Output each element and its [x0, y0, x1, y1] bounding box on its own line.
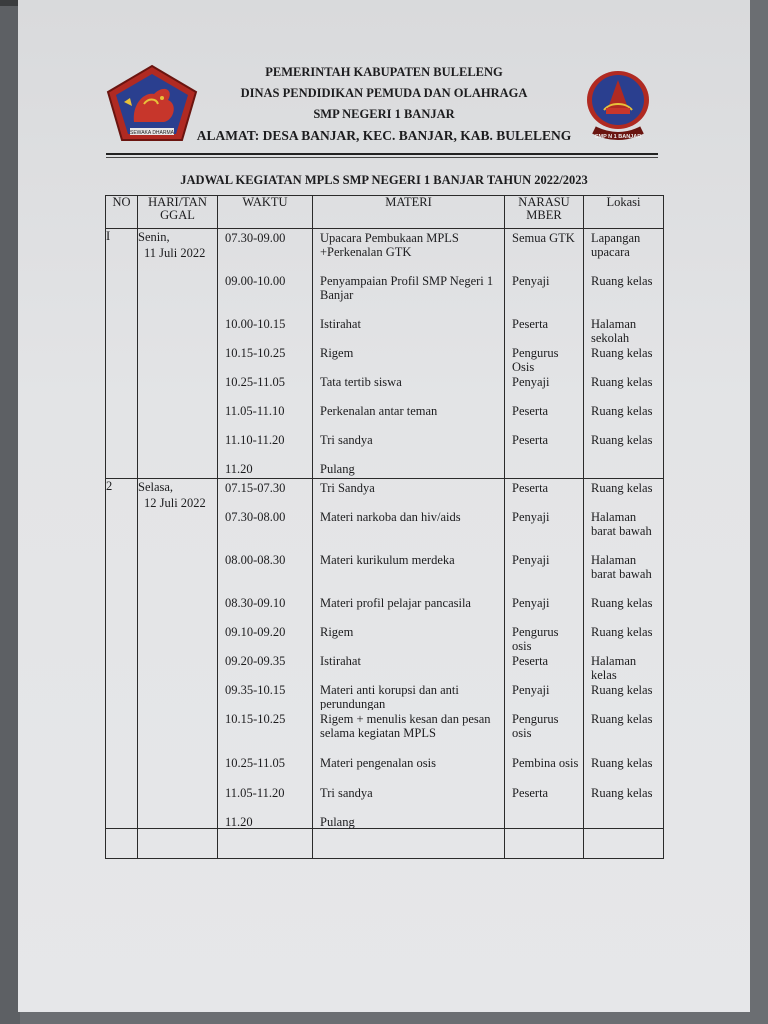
time-slot: 08.00-08.30 [225, 553, 286, 567]
letterhead [18, 62, 750, 146]
session-topic: Materi pengenalan osis [320, 756, 436, 770]
session-speaker: Penyaji [512, 274, 550, 288]
session-topic: Pulang [320, 462, 355, 476]
session-topic: Penyampaian Profil SMP Negeri 1 Banjar [320, 274, 494, 302]
time-slot: 11.10-11.20 [225, 433, 285, 447]
session-location: Ruang kelas [591, 481, 653, 495]
time-slot: 09.10-09.20 [225, 625, 286, 639]
empty-cell [138, 829, 218, 859]
school-logo-label: SMP N 1 BANJAR [594, 134, 642, 140]
session-speaker: Penyaji [512, 596, 550, 610]
session-location: Ruang kelas [591, 433, 653, 447]
time-slot: 08.30-09.10 [225, 596, 286, 610]
materi-column [313, 229, 505, 479]
session-location: Halaman barat bawah [591, 553, 652, 581]
session-speaker: Pengurus osis [512, 625, 559, 652]
backdrop [0, 0, 20, 1024]
letterhead-department: DINAS PENDIDIKAN PEMUDA DAN OLAHRAGA [240, 86, 528, 100]
session-speaker: Pembina osis [512, 756, 579, 770]
session-topic: Tata tertib siswa [320, 375, 402, 389]
session-topic: Pulang [320, 815, 355, 828]
session-location: Ruang kelas [591, 786, 653, 800]
day-row [106, 479, 664, 829]
narasumber-column [505, 229, 584, 479]
day-row [106, 229, 664, 479]
header-materi: MATERI [313, 196, 505, 229]
day-date: 12 Juli 2022 [144, 496, 206, 510]
day-date: 11 Juli 2022 [144, 246, 206, 260]
waktu-column [218, 479, 313, 829]
letterhead-address: ALAMAT: DESA BANJAR, KEC. BANJAR, KAB. BULELENG [196, 128, 572, 143]
time-slot: 07.30-08.00 [225, 510, 286, 524]
session-location: Ruang kelas [591, 404, 653, 418]
day-name: Selasa, [138, 480, 174, 494]
session-location: Ruang kelas [591, 274, 653, 288]
session-topic: Materi anti korupsi dan anti perundungan [320, 683, 459, 710]
session-location: Ruang kelas [591, 712, 653, 726]
session-location: Lapangan upacara [591, 231, 641, 259]
narasumber-column [505, 479, 584, 829]
day-name: Senin, [138, 230, 170, 244]
session-topic: Tri sandya [320, 786, 373, 800]
day-date-cell [138, 479, 218, 829]
empty-cell [106, 829, 138, 859]
header-no: NO [106, 196, 138, 229]
session-location: Ruang kelas [591, 625, 653, 639]
empty-cell [218, 829, 313, 859]
session-speaker [505, 813, 583, 828]
schedule-table [105, 195, 664, 859]
session-speaker: Semua GTK [512, 231, 575, 245]
header-hari-tanggal: HARI/TAN GGAL [138, 196, 218, 229]
session-speaker: Peserta [512, 433, 549, 447]
session-speaker: Peserta [512, 481, 549, 495]
session-location: Ruang kelas [591, 683, 653, 697]
session-location: Halaman kelas [591, 654, 637, 681]
time-slot: 10.00-10.15 [225, 317, 286, 331]
lokasi-column [584, 229, 664, 479]
time-slot: 10.15-10.25 [225, 346, 286, 360]
session-speaker: Penyaji [512, 553, 550, 567]
time-slot: 10.25-11.05 [225, 756, 285, 770]
session-location [584, 813, 663, 828]
time-slot: 07.15-07.30 [225, 481, 286, 495]
time-slot: 11.20 [225, 462, 253, 476]
session-speaker: Peserta [512, 317, 549, 331]
letterhead-school: SMP NEGERI 1 BANJAR [313, 107, 455, 121]
session-location: Ruang kelas [591, 756, 653, 770]
letterhead-rule [106, 153, 658, 155]
session-location: Halaman sekolah [591, 317, 637, 344]
time-slot: 11.05-11.20 [225, 786, 285, 800]
lokasi-column [584, 479, 664, 829]
session-topic: Istirahat [320, 317, 361, 331]
empty-cell [505, 829, 584, 859]
session-location: Ruang kelas [591, 596, 653, 610]
time-slot: 07.30-09.00 [225, 231, 286, 245]
session-topic: Materi narkoba dan hiv/aids [320, 510, 461, 524]
crest-motto: SEWAKA DHARMA [130, 130, 174, 136]
session-topic: Materi kurikulum merdeka [320, 553, 455, 567]
session-speaker: Peserta [512, 786, 549, 800]
time-slot: 09.35-10.15 [225, 683, 286, 697]
time-slot: 11.20 [225, 815, 253, 828]
session-topic: Rigem [320, 625, 354, 639]
session-location [584, 460, 663, 478]
header-narasumber: NARASU MBER [505, 196, 584, 229]
session-location: Halaman barat bawah [591, 510, 652, 538]
session-speaker: Penyaji [512, 683, 550, 697]
session-topic: Istirahat [320, 654, 361, 668]
session-topic: Rigem + menulis kesan dan pesan selama kegiatan MPLS [320, 712, 491, 740]
day-date-cell [138, 229, 218, 479]
letterhead-rule-thin [106, 157, 658, 158]
time-slot: 11.05-11.10 [225, 404, 285, 418]
empty-cell [313, 829, 505, 859]
session-topic: Upacara Pembukaan MPLS +Perkenalan GTK [320, 231, 459, 259]
session-topic: Rigem [320, 346, 354, 360]
session-topic: Tri Sandya [320, 481, 375, 495]
session-speaker: Pengurus osis [512, 712, 559, 740]
materi-column [313, 479, 505, 829]
session-speaker [505, 460, 583, 478]
header-lokasi: Lokasi [584, 196, 664, 229]
session-speaker: Peserta [512, 404, 549, 418]
session-speaker: Peserta [512, 654, 549, 668]
session-location: Ruang kelas [591, 346, 653, 360]
header-waktu: WAKTU [218, 196, 313, 229]
time-slot: 09.00-10.00 [225, 274, 286, 288]
document-title: JADWAL KEGIATAN MPLS SMP NEGERI 1 BANJAR TAHUN 2022/2023 [180, 173, 588, 187]
empty-cell [584, 829, 664, 859]
session-topic: Materi profil pelajar pancasila [320, 596, 471, 610]
time-slot: 10.25-11.05 [225, 375, 285, 389]
letterhead-government: PEMERINTAH KABUPATEN BULELENG [265, 65, 503, 79]
session-speaker: Pengurus Osis [512, 346, 559, 373]
session-speaker: Penyaji [512, 375, 550, 389]
waktu-column [218, 229, 313, 479]
document-page [18, 0, 750, 1012]
session-location: Ruang kelas [591, 375, 653, 389]
session-speaker: Penyaji [512, 510, 550, 524]
table-header-row [106, 196, 664, 229]
day-number: 2 [106, 479, 138, 829]
day-number: I [106, 229, 138, 479]
time-slot: 10.15-10.25 [225, 712, 286, 726]
empty-row [106, 829, 664, 859]
time-slot: 09.20-09.35 [225, 654, 286, 668]
session-topic: Perkenalan antar teman [320, 404, 438, 418]
session-topic: Tri sandya [320, 433, 373, 447]
